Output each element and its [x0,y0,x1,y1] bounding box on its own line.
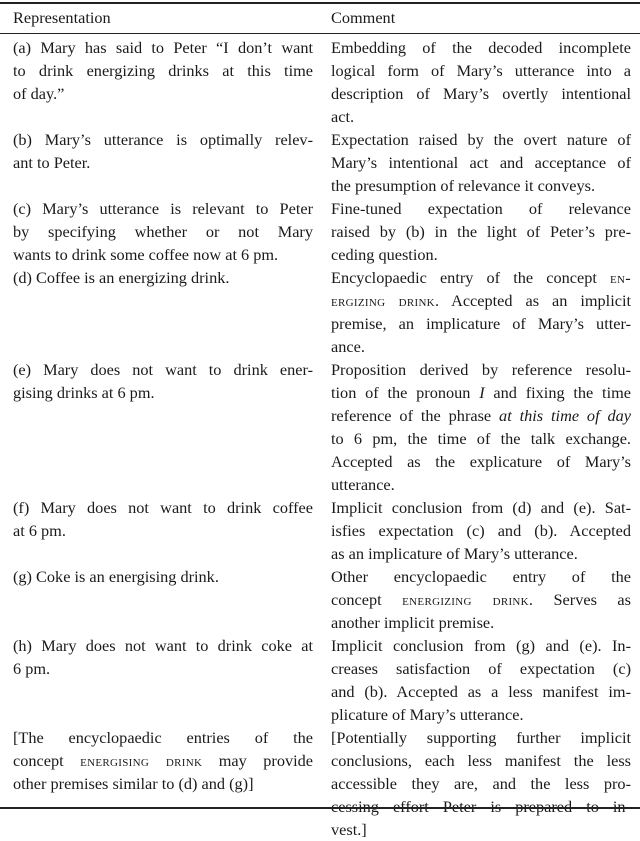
representation-cell [13,496,313,565]
text-line: 6 pm. [13,659,51,678]
text-line: [The encyclopaedic entries of the [13,728,313,747]
text-line: logical form of Mary’s utterance into a [331,61,631,80]
text-run: reference of the phrase [331,406,500,425]
text-line: ant to Peter. [13,153,91,172]
representation-cell [13,358,313,496]
text-run: . Accepted as an implicit [434,291,631,310]
comment-cell [331,496,631,565]
text-line: plicature of Mary’s utterance. [331,705,524,724]
representation-cell [13,266,313,358]
small-caps-text: energising drink [80,751,203,770]
text-line: Embedding of the decoded incomplete [331,38,631,57]
bottom-rule [0,807,640,809]
text-line: to drink energizing drinks at this time [13,61,313,80]
text-line [331,381,631,404]
text-line: (h) Mary does not want to drink coke at [13,636,313,655]
text-line: to 6 pm, the time of the talk exchange. [331,429,631,448]
text-line: Other encyclopaedic entry of the [331,567,631,586]
text-line [331,289,631,312]
text-run: . Serves as [528,590,631,609]
text-line: raised by (b) in the light of Peter’s pre- [331,222,631,241]
text-line: Implicit conclusion from (d) and (e). Sat- [331,498,631,517]
italic-text: at this time of day [499,406,631,425]
text-line: Proposition derived by reference resolu- [331,360,631,379]
text-line: ceding question. [331,245,438,264]
text-line: description of Mary’s overtly intentional [331,84,631,103]
comment-cell [331,565,631,634]
text-line: premise, an implicature of Mary’s utter- [331,314,631,333]
text-line: another implicit premise. [331,613,495,632]
text-line: at 6 pm. [13,521,66,540]
text-line: vest.] [331,820,367,839]
text-line: of day.” [13,84,65,103]
representation-cell [13,197,313,266]
table-row [0,358,640,496]
text-line: (e) Mary does not want to drink ener- [13,360,313,379]
text-line: Implicit conclusion from (g) and (e). In- [331,636,631,655]
table-body [0,36,640,841]
table-row [0,726,640,841]
comment-cell [331,128,631,197]
text-run: concept [13,751,81,770]
table-row [0,266,640,358]
text-line: isfies expectation (c) and (b). Accepted [331,521,631,540]
representation-cell [13,36,313,128]
header-representation: Representation [13,8,111,27]
text-line: Accepted as the explicature of Mary’s [331,452,631,471]
table-row [0,565,640,634]
table-row [0,128,640,197]
representation-cell [13,634,313,726]
italic-text: I [479,383,485,402]
comment-cell [331,266,631,358]
text-line: (d) Coffee is an energizing drink. [13,268,230,287]
text-line: (b) Mary’s utterance is optimally relev- [13,130,313,149]
text-line: gising drinks at 6 pm. [13,383,155,402]
text-line: conclusions, each less manifest the less [331,751,631,770]
comment-cell [331,36,631,128]
representation-cell [13,128,313,197]
text-line: as an implicature of Mary’s utterance. [331,544,578,563]
text-line: ance. [331,337,365,356]
text-line: (f) Mary does not want to drink coffee [13,498,313,517]
text-run: concept [331,590,403,609]
header-comment: Comment [331,8,396,27]
comment-cell [331,197,631,266]
small-caps-text: ergizing drink [331,291,435,310]
text-run: Encyclopaedic entry of the concept [331,268,610,287]
small-caps-text: energizing drink [402,590,529,609]
table-row [0,634,640,726]
text-line: Fine-tuned expectation of relevance [331,199,631,218]
representation-cell [13,565,313,634]
text-line: (a) Mary has said to Peter “I don’t want [13,38,313,57]
text-run: and fixing the time [484,383,631,402]
text-line: the presumption of relevance it conveys. [331,176,596,195]
text-line: [Potentially supporting further implicit [331,728,631,747]
text-line: act. [331,107,355,126]
text-line: and (b). Accepted as a less manifest im- [331,682,631,701]
text-line: wants to drink some coffee now at 6 pm. [13,245,279,264]
text-line [13,749,313,772]
text-line: by specifying whether or not Mary [13,222,313,241]
text-line: Mary’s intentional act and acceptance of [331,153,631,172]
table-row [0,197,640,266]
text-line: (g) Coke is an energising drink. [13,567,219,586]
text-run: may provide [202,751,313,770]
text-line: (c) Mary’s utterance is relevant to Peter [13,199,313,218]
small-caps-text: en- [610,268,631,287]
text-line: accessible they are, and the less pro- [331,774,631,793]
comment-cell [331,634,631,726]
comment-cell [331,726,631,841]
table-row [0,496,640,565]
header-rule [0,33,640,34]
text-line [331,266,631,289]
comment-cell [331,358,631,496]
text-run: tion of the pronoun [331,383,480,402]
text-line: creases satisfaction of expectation (c) [331,659,631,678]
text-line: other premises similar to (d) and (g)] [13,774,254,793]
text-line [331,588,631,611]
text-line [331,404,631,427]
representation-cell [13,726,313,841]
text-line: Expectation raised by the overt nature of [331,130,631,149]
top-rule [0,2,640,4]
text-line: utterance. [331,475,395,494]
table-row [0,36,640,128]
